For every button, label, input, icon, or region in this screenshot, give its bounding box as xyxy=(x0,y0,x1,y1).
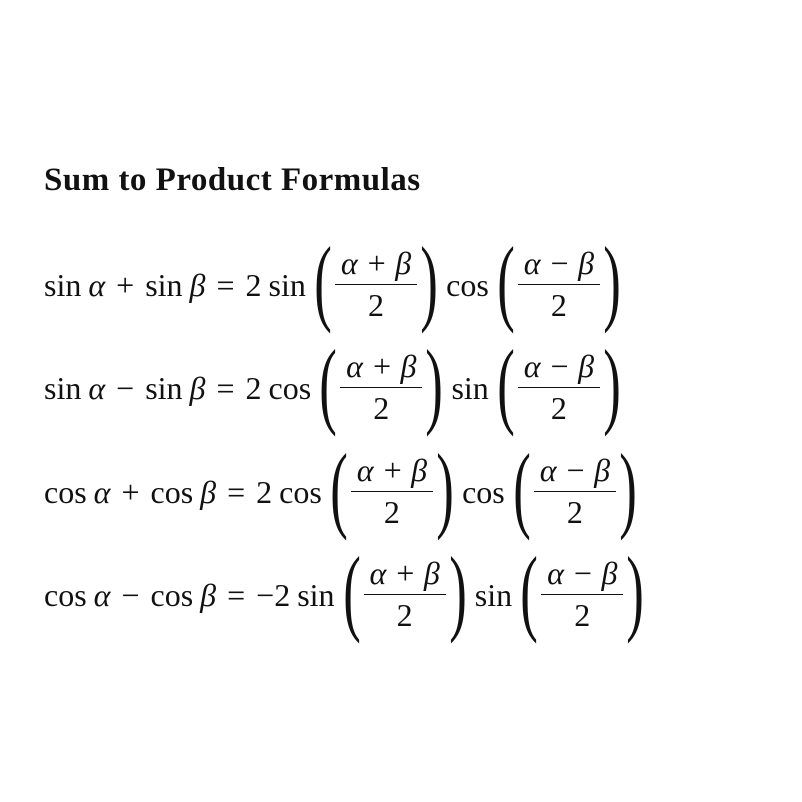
function-name: cos xyxy=(268,369,312,406)
right-paren: ) xyxy=(420,227,438,334)
operator: + xyxy=(116,266,135,303)
variable: β xyxy=(200,576,217,613)
fraction-half-sum xyxy=(364,557,446,633)
fraction-denominator: 2 xyxy=(574,597,591,634)
function-name: cos xyxy=(44,576,87,613)
right-paren: ) xyxy=(626,537,645,644)
variable: α xyxy=(88,369,106,406)
function-name: sin xyxy=(44,266,82,303)
left-paren: ( xyxy=(520,537,538,644)
fraction-half-difference xyxy=(541,557,623,633)
fraction-denominator: 2 xyxy=(373,390,390,427)
fraction-denominator: 2 xyxy=(566,494,583,531)
operator: − xyxy=(121,576,140,613)
right-paren: ) xyxy=(436,434,454,541)
fraction-denominator: 2 xyxy=(367,287,384,324)
fraction-numerator: α + β xyxy=(369,555,440,592)
fraction-denominator: 2 xyxy=(550,287,567,324)
formula-difference-of-sines xyxy=(44,330,622,437)
coefficient: 2 xyxy=(245,266,262,303)
function-name: cos xyxy=(150,576,194,613)
fraction-denominator: 2 xyxy=(396,597,413,634)
function-name: sin xyxy=(145,266,183,303)
fraction-numerator: α − β xyxy=(523,245,595,282)
left-paren: ( xyxy=(342,537,361,644)
fraction-denominator: 2 xyxy=(550,390,567,427)
formula-difference-of-cosines xyxy=(44,537,645,644)
function-name: sin xyxy=(297,576,335,613)
left-paren: ( xyxy=(314,227,332,334)
equals-sign: = xyxy=(216,369,235,406)
function-name: sin xyxy=(44,369,82,406)
variable: α xyxy=(93,473,111,510)
fraction-numerator: α − β xyxy=(547,555,618,592)
operator: + xyxy=(121,473,140,510)
left-paren: ( xyxy=(496,227,515,334)
fraction-half-sum xyxy=(335,247,417,323)
left-paren: ( xyxy=(496,330,515,437)
left-paren: ( xyxy=(329,434,348,541)
function-name: sin xyxy=(268,266,306,303)
right-paren: ) xyxy=(603,330,621,437)
function-name: sin xyxy=(474,576,513,613)
coefficient: −2 xyxy=(256,576,291,613)
function-name: cos xyxy=(150,473,194,510)
right-paren: ) xyxy=(603,227,621,334)
fraction-half-difference xyxy=(534,454,616,530)
right-paren: ) xyxy=(449,537,467,644)
fraction-numerator: α + β xyxy=(340,245,412,282)
variable: β xyxy=(200,473,217,510)
fraction-numerator: α − β xyxy=(523,348,595,385)
equals-sign: = xyxy=(227,473,246,510)
right-paren: ) xyxy=(425,330,444,437)
variable: β xyxy=(189,369,206,406)
variable: α xyxy=(93,576,111,613)
fraction-denominator: 2 xyxy=(383,494,400,531)
left-paren: ( xyxy=(512,434,531,541)
function-name: sin xyxy=(145,369,183,406)
equals-sign: = xyxy=(216,266,235,303)
coefficient: 2 xyxy=(245,369,262,406)
fraction-half-sum xyxy=(351,454,433,530)
coefficient: 2 xyxy=(256,473,273,510)
variable: α xyxy=(88,266,106,303)
page-title: Sum to Product Formulas xyxy=(44,162,421,198)
fraction-numerator: α + β xyxy=(356,452,428,489)
function-name: sin xyxy=(451,369,489,406)
operator: − xyxy=(116,369,135,406)
fraction-numerator: α + β xyxy=(346,348,417,385)
fraction-numerator: α − β xyxy=(539,452,611,489)
function-name: cos xyxy=(279,473,322,510)
variable: β xyxy=(189,266,206,303)
fraction-half-difference xyxy=(518,247,600,323)
equals-sign: = xyxy=(227,576,246,613)
fraction-half-sum xyxy=(340,350,422,426)
formula-sum-of-cosines xyxy=(44,434,638,541)
function-name: cos xyxy=(44,473,87,510)
left-paren: ( xyxy=(319,330,337,437)
formula-sum-of-sines xyxy=(44,227,622,334)
fraction-half-difference xyxy=(518,350,600,426)
function-name: cos xyxy=(446,266,489,303)
right-paren: ) xyxy=(619,434,637,541)
function-name: cos xyxy=(462,473,505,510)
